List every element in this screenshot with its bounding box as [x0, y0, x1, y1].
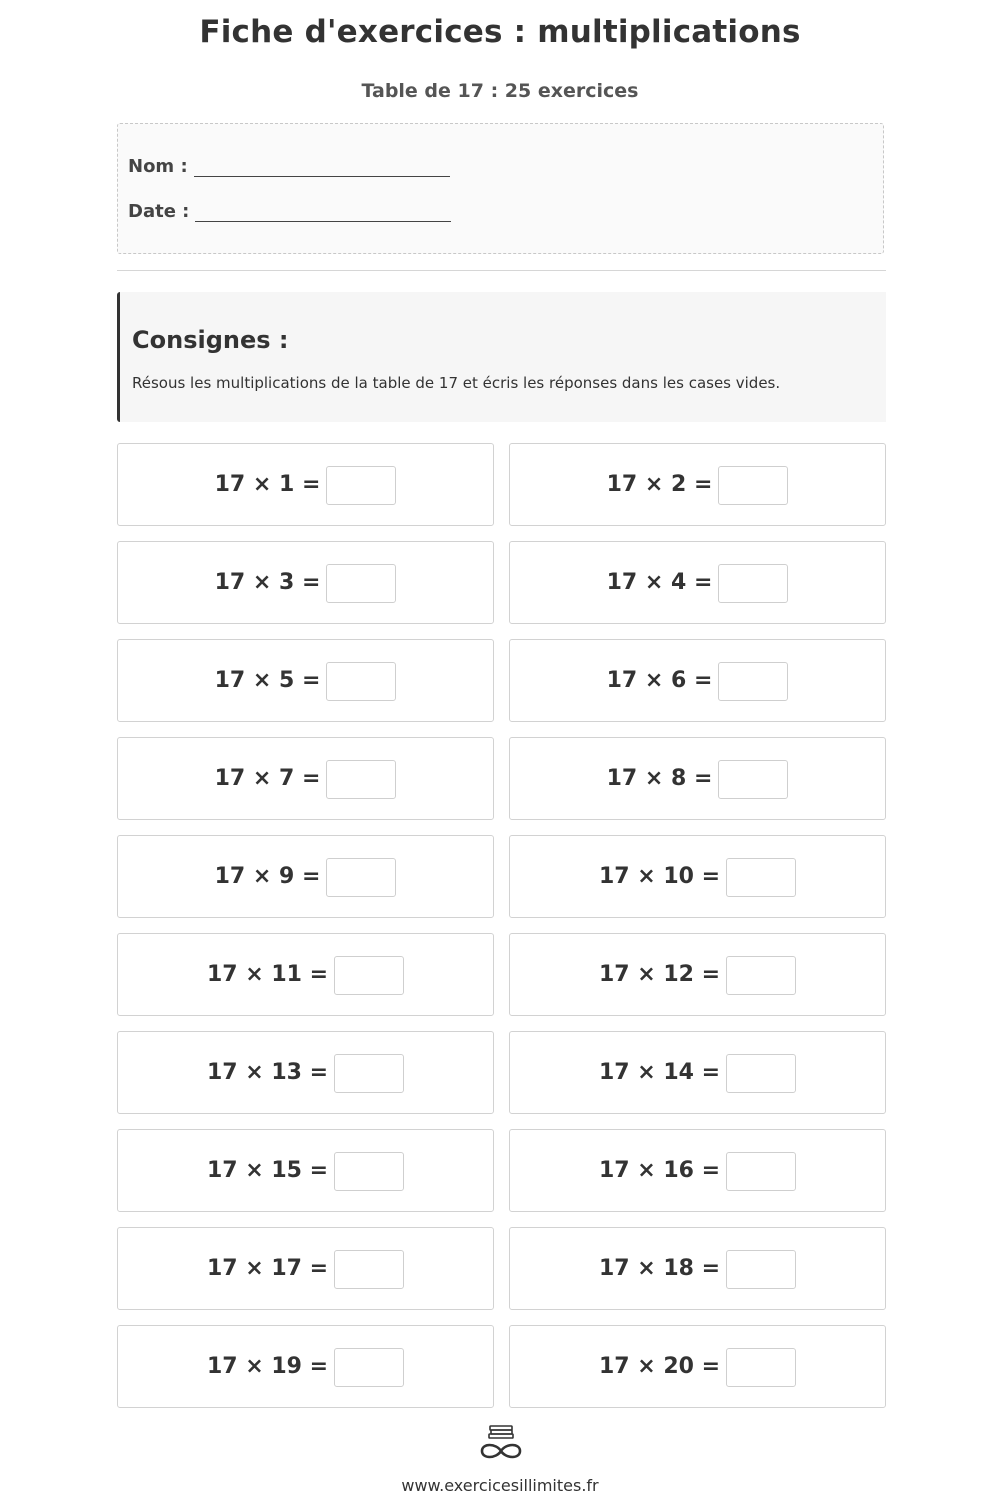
exercise-grid [117, 443, 886, 1408]
exercise-expression: 17 × 4 = [606, 570, 713, 595]
exercise-expression: 17 × 8 = [606, 766, 713, 791]
exercise-expression: 17 × 6 = [606, 668, 713, 693]
answer-box[interactable] [718, 760, 788, 799]
answer-box[interactable] [726, 1152, 796, 1191]
exercise-expression: 17 × 1 = [214, 472, 321, 497]
answer-box[interactable] [334, 1054, 404, 1093]
exercise-card [117, 737, 494, 820]
answer-box[interactable] [726, 1054, 796, 1093]
exercise-expression: 17 × 16 = [598, 1158, 721, 1183]
name-line [128, 156, 450, 177]
page-title: Fiche d'exercices : multiplications [199, 14, 801, 50]
exercise-expression: 17 × 9 = [214, 864, 321, 889]
answer-box[interactable] [334, 1152, 404, 1191]
date-blank[interactable] [195, 207, 451, 222]
exercise-expression: 17 × 3 = [214, 570, 321, 595]
instructions-title: Consignes : [132, 326, 289, 354]
exercise-expression: 17 × 15 = [206, 1158, 329, 1183]
exercise-card [509, 933, 886, 1016]
section-divider [117, 270, 886, 271]
exercise-expression: 17 × 19 = [206, 1354, 329, 1379]
answer-box[interactable] [334, 1348, 404, 1387]
exercise-card [117, 639, 494, 722]
infinity-books-logo-icon [476, 1424, 526, 1462]
exercise-card [117, 1227, 494, 1310]
exercise-expression: 17 × 20 = [598, 1354, 721, 1379]
exercise-expression: 17 × 12 = [598, 962, 721, 987]
exercise-expression: 17 × 2 = [606, 472, 713, 497]
exercise-expression: 17 × 5 = [214, 668, 321, 693]
name-label: Nom : [128, 156, 188, 177]
page-subtitle: Table de 17 : 25 exercices [361, 80, 639, 102]
answer-box[interactable] [718, 662, 788, 701]
exercise-card [117, 835, 494, 918]
exercise-expression: 17 × 13 = [206, 1060, 329, 1085]
answer-box[interactable] [726, 858, 796, 897]
footer-url: www.exercicesillimites.fr [401, 1476, 599, 1495]
exercise-card [117, 541, 494, 624]
exercise-card [509, 639, 886, 722]
exercise-card [509, 1129, 886, 1212]
exercise-card [117, 443, 494, 526]
exercise-card [117, 1031, 494, 1114]
answer-box[interactable] [326, 564, 396, 603]
exercise-expression: 17 × 11 = [206, 962, 329, 987]
answer-box[interactable] [718, 466, 788, 505]
exercise-card [509, 1325, 886, 1408]
exercise-card [117, 1129, 494, 1212]
answer-box[interactable] [726, 1348, 796, 1387]
answer-box[interactable] [726, 1250, 796, 1289]
answer-box[interactable] [326, 466, 396, 505]
answer-box[interactable] [718, 564, 788, 603]
exercise-expression: 17 × 10 = [598, 864, 721, 889]
answer-box[interactable] [334, 956, 404, 995]
answer-box[interactable] [334, 1250, 404, 1289]
answer-box[interactable] [326, 662, 396, 701]
exercise-expression: 17 × 14 = [598, 1060, 721, 1085]
exercise-card [509, 737, 886, 820]
exercise-card [117, 1325, 494, 1408]
instructions-text: Résous les multiplications de la table de 17 et écris les réponses dans les cases vides. [132, 374, 781, 392]
date-label: Date : [128, 201, 190, 222]
exercise-card [509, 443, 886, 526]
exercise-card [117, 933, 494, 1016]
name-blank[interactable] [194, 162, 450, 177]
answer-box[interactable] [726, 956, 796, 995]
exercise-card [509, 1031, 886, 1114]
student-info-box [117, 123, 884, 254]
exercise-expression: 17 × 17 = [206, 1256, 329, 1281]
instructions-box [117, 292, 886, 422]
exercise-card [509, 541, 886, 624]
date-line [128, 201, 451, 222]
answer-box[interactable] [326, 760, 396, 799]
exercise-expression: 17 × 18 = [598, 1256, 721, 1281]
exercise-card [509, 1227, 886, 1310]
answer-box[interactable] [326, 858, 396, 897]
exercise-card [509, 835, 886, 918]
exercise-expression: 17 × 7 = [214, 766, 321, 791]
